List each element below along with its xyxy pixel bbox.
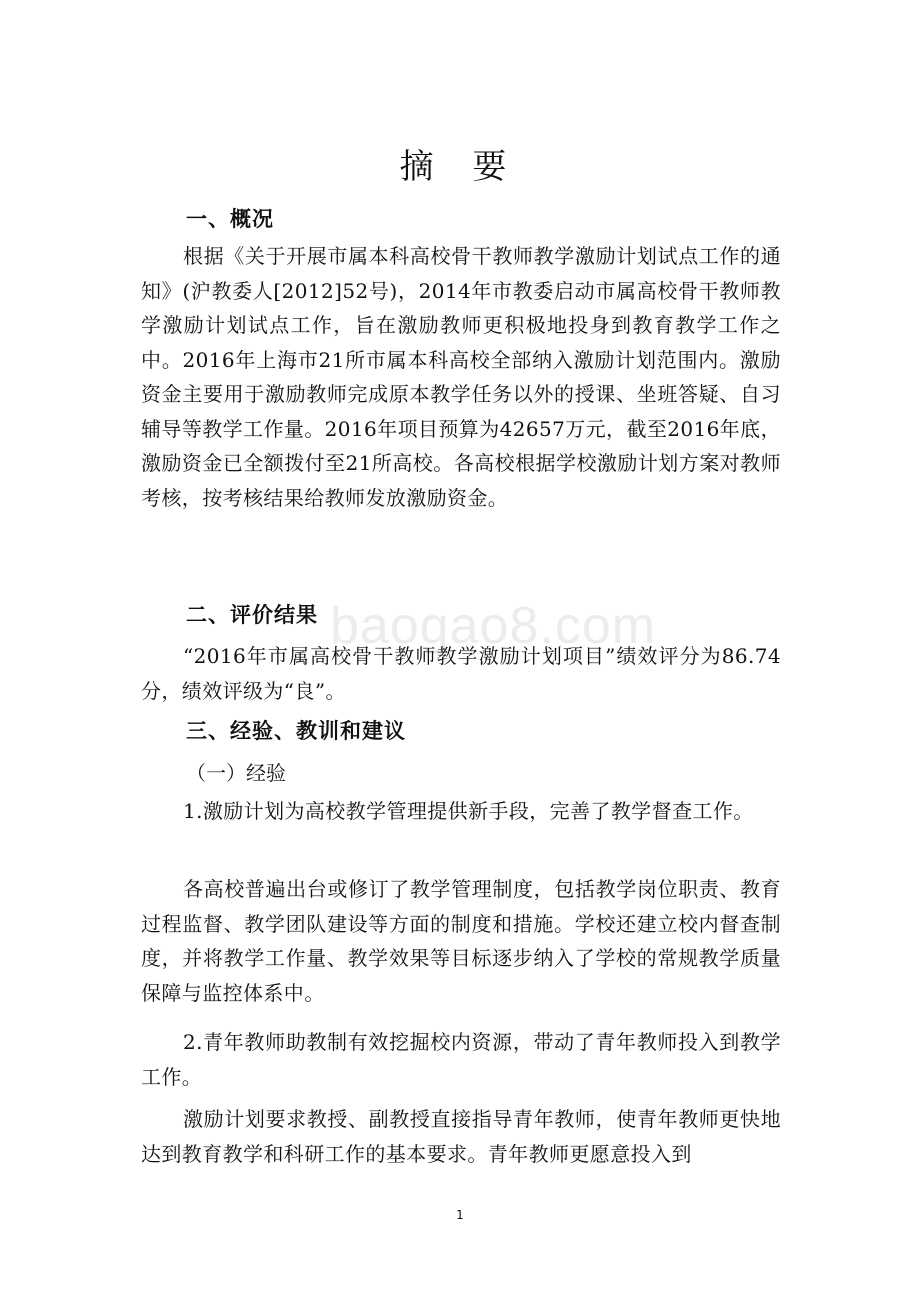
experience-item-1-body: 各高校普遍出台或修订了教学管理制度，包括教学岗位职责、教育过程监督、教学团队建设等方面的制度和措施。学校还建立校内督查制度，并将教学工作量、教学效果等目标逐步纳入了学校的常规教学质量保障与监控体系中。 (141, 877, 781, 1005)
experience-item-2-title: 2.青年教师助教制有效挖掘校内资源，带动了青年教师投入到教学工作。 (141, 1030, 781, 1089)
experience-item-2-body: 激励计划要求教授、副教授直接指导青年教师，使青年教师更快地达到教育教学和科研工作的基本要求。青年教师更愿意投入到 (141, 1107, 781, 1166)
evaluation-paragraph: “2016年市属高校骨干教师教学激励计划项目”绩效评分为86.74分，绩效评级为“良”。 (141, 644, 781, 703)
page-number: 1 (456, 1208, 464, 1222)
watermark: baogao8.com (330, 597, 657, 655)
experience-item-1-title: 1.激励计划为高校教学管理提供新手段，完善了教学督查工作。 (183, 799, 754, 823)
section-heading-overview: 一、概况 (186, 207, 274, 231)
subheading-experience: （一）经验 (186, 761, 286, 785)
page-title: 摘 要 (399, 147, 521, 187)
section-heading-evaluation: 二、评价结果 (186, 603, 318, 627)
overview-paragraph: 根据《关于开展市属本科高校骨干教师教学激励计划试点工作的通知》(沪教委人[2012]52号)，2014年市教委启动市属高校骨干教师教学激励计划试点工作，旨在激励教师更积极地投身到教育教学工作之中。2016年上海市21所市属本科高校全部纳入激励计划范围内。激励资金主要用于激励教师完成原本教学任务以外的授课、坐班答疑、自习辅导等教学工作量。2016年项目预算为42657万元，截至2016年底，激励资金已全额拨付至21所高校。各高校根据学校激励计划方案对教师考核，按考核结果给教师发放激励资金。 (141, 244, 781, 510)
section-heading-lessons: 三、经验、教训和建议 (186, 719, 406, 743)
